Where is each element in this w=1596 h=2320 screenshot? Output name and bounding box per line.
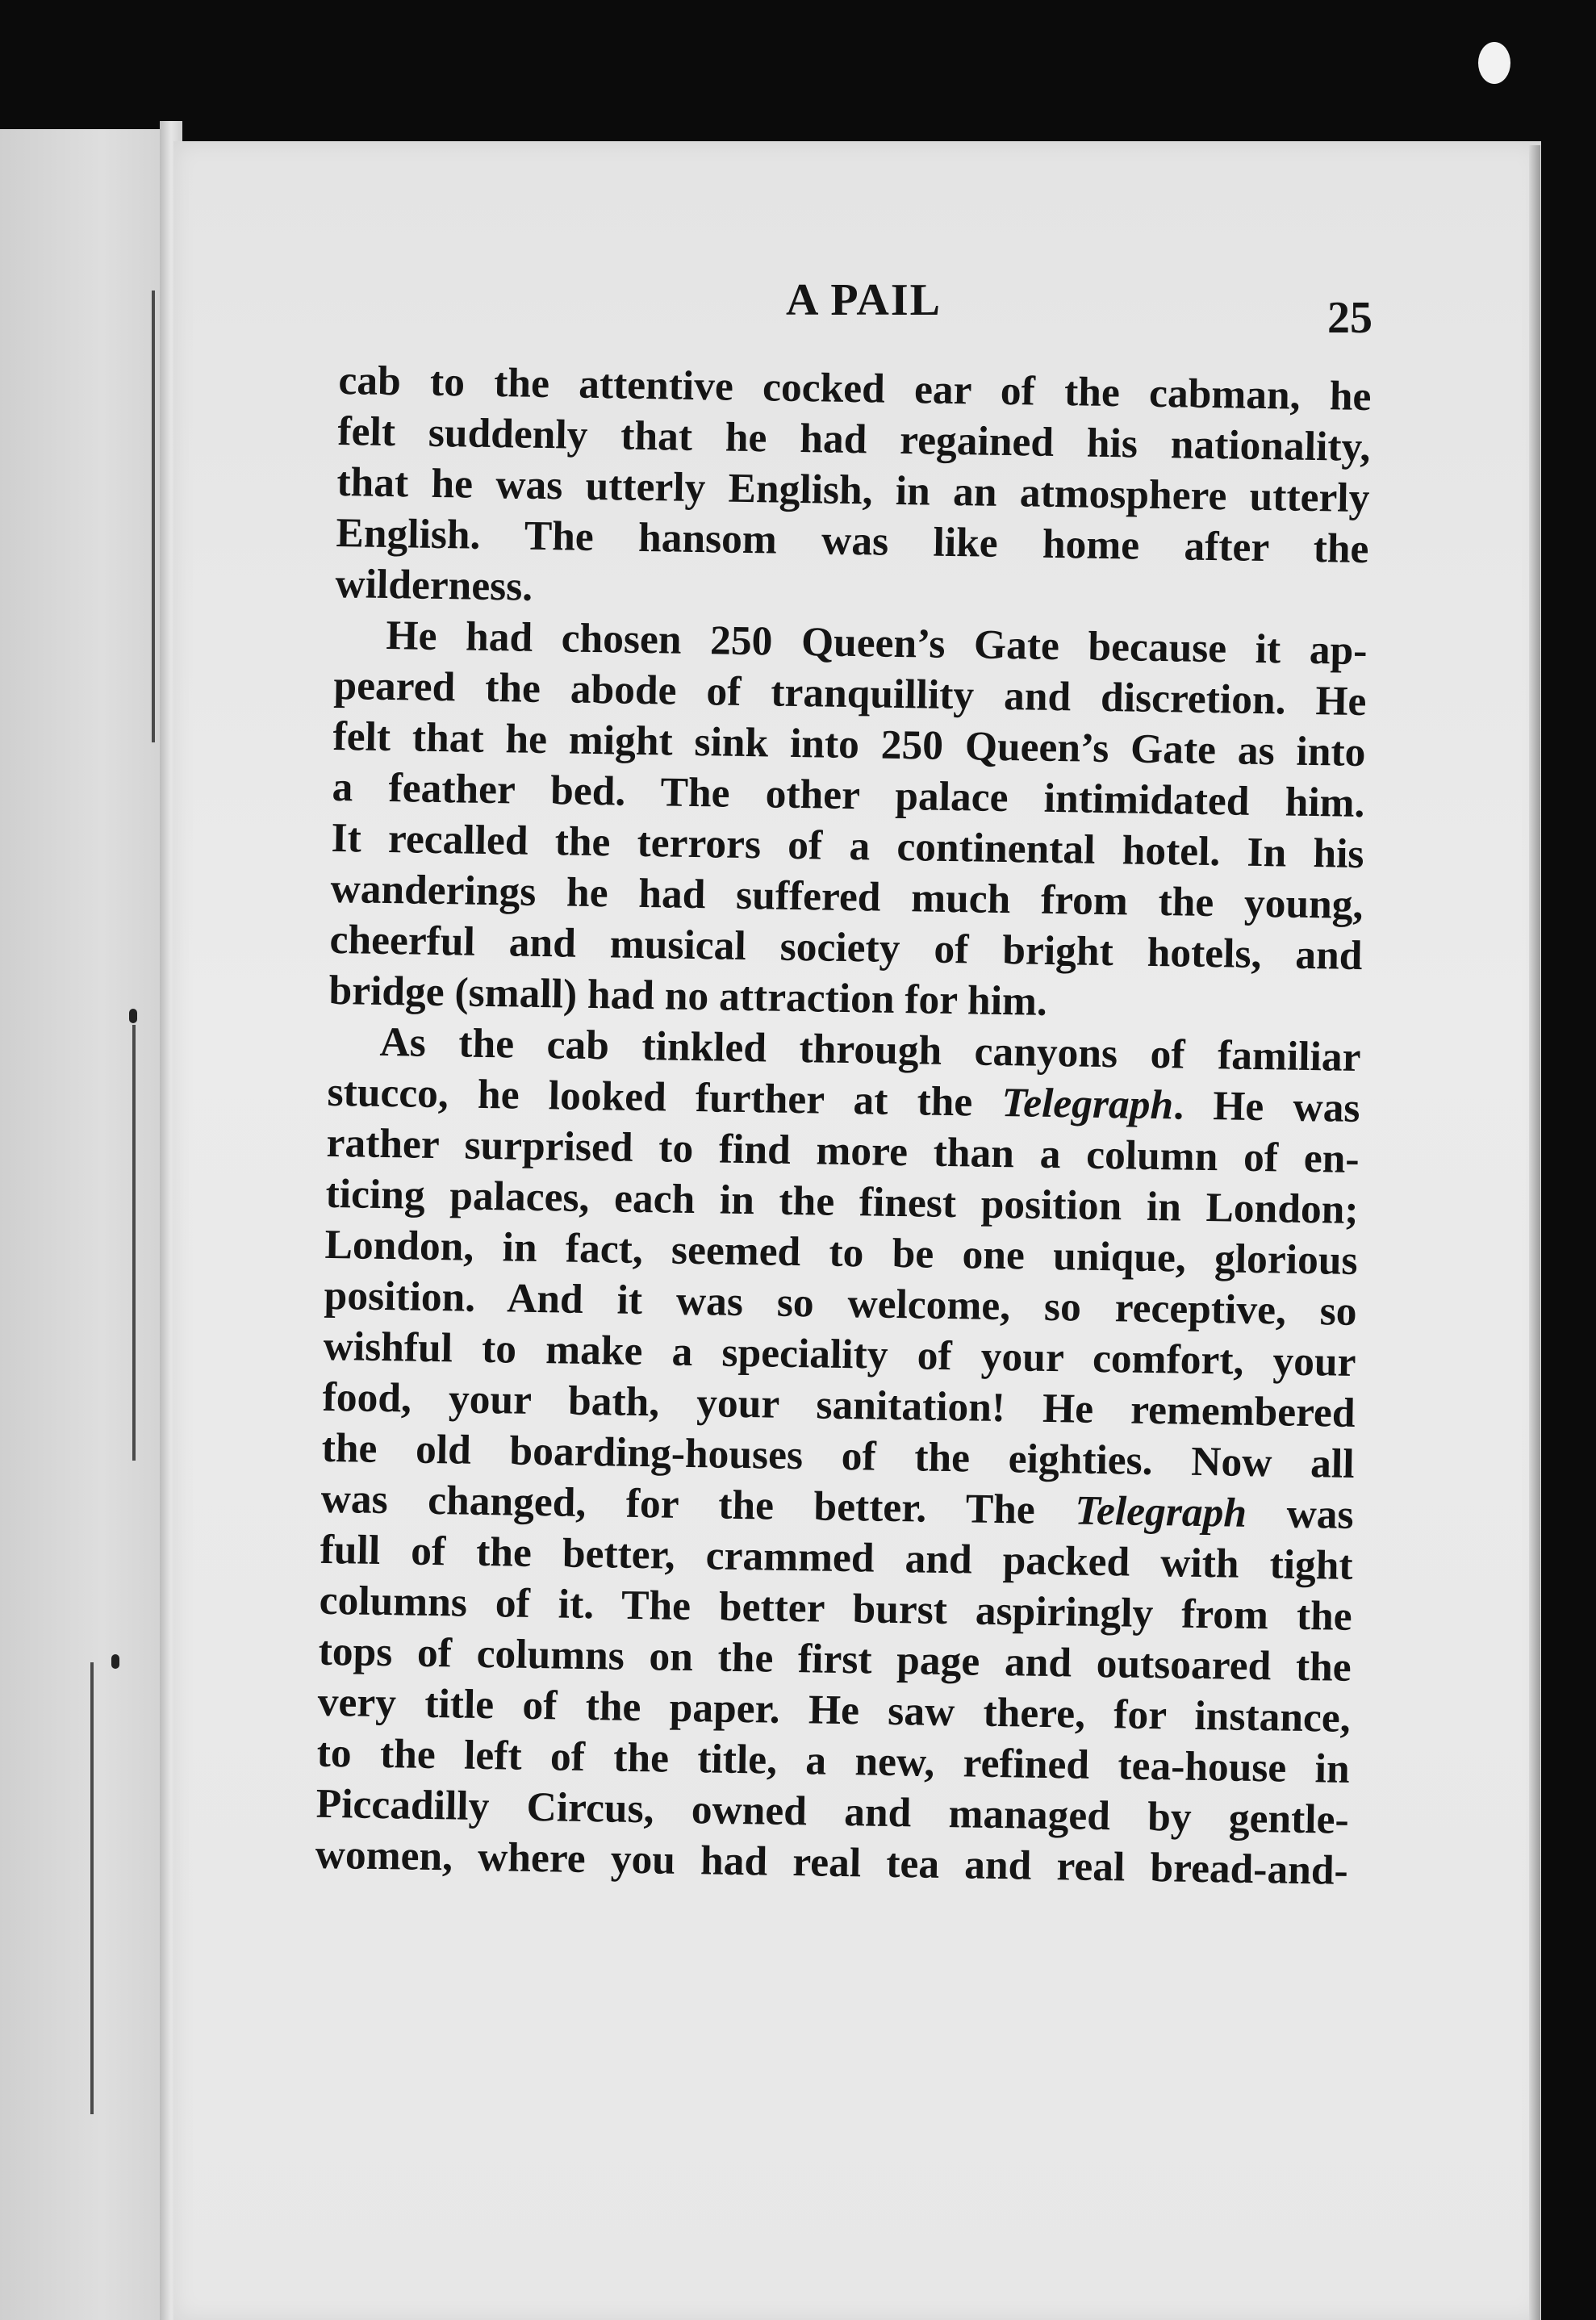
text-line: felt that he might sink into 250 Queen’s Gate as into <box>332 713 1366 776</box>
text-line: to the left of the title, a new, refined tea-house in <box>316 1729 1351 1792</box>
page-right-edge <box>1529 145 1540 2320</box>
text-line: very title of the paper. He saw there, for instance, <box>317 1678 1352 1741</box>
text-line: cab to the attentive cocked ear of the cabman, he <box>338 357 1372 420</box>
page-number: 25 <box>1327 293 1372 343</box>
text-line: wanderings he had suffered much from the young, <box>330 865 1364 929</box>
binding-thread-middle <box>132 1025 136 1461</box>
text-line: cheerful and musical society of bright hotels, and <box>329 916 1363 980</box>
text-line: the old boarding-houses of the eighties. Now all <box>321 1424 1356 1487</box>
text-line: It recalled the terrors of a continental hotel. In his <box>331 814 1364 878</box>
text-line: position. And it was so welcome, so receptive, so <box>324 1272 1357 1335</box>
text-line: Piccadilly Circus, owned and managed by gentle- <box>315 1780 1350 1843</box>
text-line: stucco, he looked further at the Telegraph. He was <box>327 1068 1360 1131</box>
paragraph <box>328 609 1368 1032</box>
text-line: London, in fact, seemed to be one unique, glorious <box>324 1221 1358 1284</box>
facing-page-edge <box>0 129 169 2320</box>
text-line: tops of columns on the first page and outsoared the <box>318 1628 1352 1691</box>
paragraph <box>335 355 1372 625</box>
text-line: wishful to make a speciality of your comfort, your <box>323 1323 1356 1386</box>
body-text <box>315 355 1372 1896</box>
binding-thread-top <box>152 291 155 742</box>
binding-stitch <box>111 1654 119 1669</box>
text-line: columns of it. The better burst aspiringly from the <box>319 1577 1353 1640</box>
text-line: that he was utterly English, in an atmosphere utterly <box>336 458 1370 522</box>
text-line: full of the better, crammed and packed with tight <box>320 1526 1354 1589</box>
newspaper-title: Telegraph <box>1001 1080 1174 1129</box>
paragraph <box>315 1016 1361 1896</box>
text-line: a feather bed. The other palace intimidated him. <box>332 763 1365 827</box>
text-line: felt suddenly that he had regained his nationality, <box>337 408 1371 471</box>
text-line: He had chosen 250 Queen’s Gate because it ap- <box>386 612 1368 675</box>
binding-stitch <box>129 1009 137 1023</box>
scan-corner-mark <box>1478 42 1510 84</box>
newspaper-title: Telegraph <box>1074 1487 1247 1536</box>
running-head: A PAIL <box>786 275 942 325</box>
text-line: peared the abode of tranquillity and discretion. He <box>333 662 1367 725</box>
text-line: bridge (small) had no attraction for him. <box>328 967 1048 1025</box>
text-line: wilderness. <box>335 560 533 610</box>
text-line: English. The hansom was like home after the <box>336 509 1369 573</box>
text-line: food, your bath, your sanitation! He remembered <box>322 1373 1356 1436</box>
text-line: women, where you had real tea and real bread-and- <box>315 1831 1349 1894</box>
text-line: As the cab tinkled through canyons of familiar <box>379 1018 1361 1081</box>
text-line: ticing palaces, each in the finest position in London; <box>325 1170 1359 1233</box>
binding-thread-bottom <box>90 1662 94 2114</box>
text-line: rather surprised to find more than a column of en- <box>326 1119 1360 1182</box>
text-line: was changed, for the better. The Telegraph was <box>320 1475 1355 1538</box>
